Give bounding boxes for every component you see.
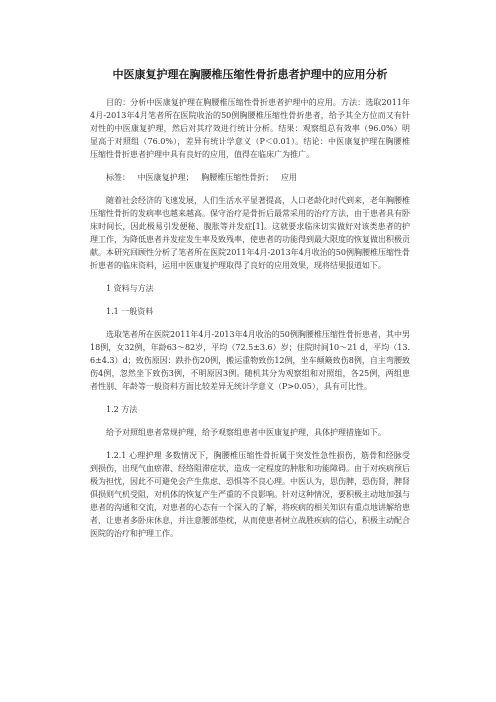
abstract-paragraph: 目的：分析中医康复护理在胸腰椎压缩性骨折患者护理中的应用。方法：选取2011年4月-2013年4月笔者所在医院收治的50例胸腰椎压缩性骨折患者，给予其全方位而又有针对性的中医康复护理，然后对其疗效进行统计分析。结果：观察组总有效率（96.0%）明显高于对照组（76.0%），差异有统计学意义（P＜0.01）。结论：中医康复护理在胸腰椎压缩性骨折患者护理中具有良好的应用，值得在临床广为推广。: [90, 98, 410, 159]
section-heading-1-1: 1.1 一般资料: [106, 307, 154, 316]
psychological-care-paragraph: 1.2.1 心理护理 多数情况下，胸腰椎压缩性骨折属于突发性急性损伤，筋骨和经脉受到损伤，出现气血瘀滞、经络阻滞症状，造成一定程度的肿胀和功能障碍。由于对疾病预后极为担忧，因此不可避免会产生焦虑、恐惧等不良心理。中医认为，思伤脾，恐伤肾，脾肾俱损则气机受阻，对机体的恢复产生严重的不良影响。针对这种情况，要积极主动地加强与患者的沟通和交流，对患者的心态有一个深入的了解，将疾病的相关知识有重点地讲解给患者，让患者多卧床休息，并注意腰部垫枕，从而使患者树立战胜疾病的信心，积极主动配合医院的治疗和护理工作。: [90, 451, 410, 538]
article-title: 中医康复护理在胸腰椎压缩性骨折患者护理中的应用分析: [112, 68, 388, 81]
methods-paragraph: 给予对照组患者常规护理，给予观察组患者中医康复护理，具体护理措施如下。: [106, 428, 386, 437]
section-heading-1-2: 1.2 方法: [106, 405, 138, 414]
general-data-paragraph: 选取笔者所在医院2011年4月-2013年4月收治的50例胸腰椎压缩性骨折患者，其中男18例，女32例，年龄63～82岁，平均（72.5±3.6）岁；住院时间10～21 d，平均（13.6±4.3）d；致伤原因：跌扑伤20例，搬运重物致伤12例，坐车颠簸致伤8例，自主弯腰致伤4例，忽然坐下致伤3例，不明原因3例。随机其分为观察组和对照组，各25例，两组患者性别、年龄等一般资料方面比较差异无统计学意义（P>0.05），具有可比性。: [90, 330, 410, 391]
keywords-line: 标签： 中医康复护理； 胸腰椎压缩性骨折； 应用: [106, 173, 297, 182]
document-page: [90, 0, 410, 540]
section-heading-1: 1 资料与方法: [106, 284, 154, 293]
intro-paragraph: 随着社会经济的飞速发展，人们生活水平显著提高，人口老龄化时代到来，老年胸腰椎压缩性骨折的发病率也越来越高。保守治疗是骨折后最常采用的治疗方法，由于患者具有卧床时间长，因此极易引发便秘、腹胀等并发症[1]。这就要求临床切实做好对该类患者的护理工作，为降低患者并发症发生率及致残率，使患者的功能得到最大限度的恢复做出积极贡献。本研究回顾性分析了笔者所在医院2011年4月-2013年4月收治的50例胸腰椎压缩性骨折患者的临床资料，运用中医康复护理取得了良好的应用效果，现将结果报道如下。: [90, 196, 410, 270]
